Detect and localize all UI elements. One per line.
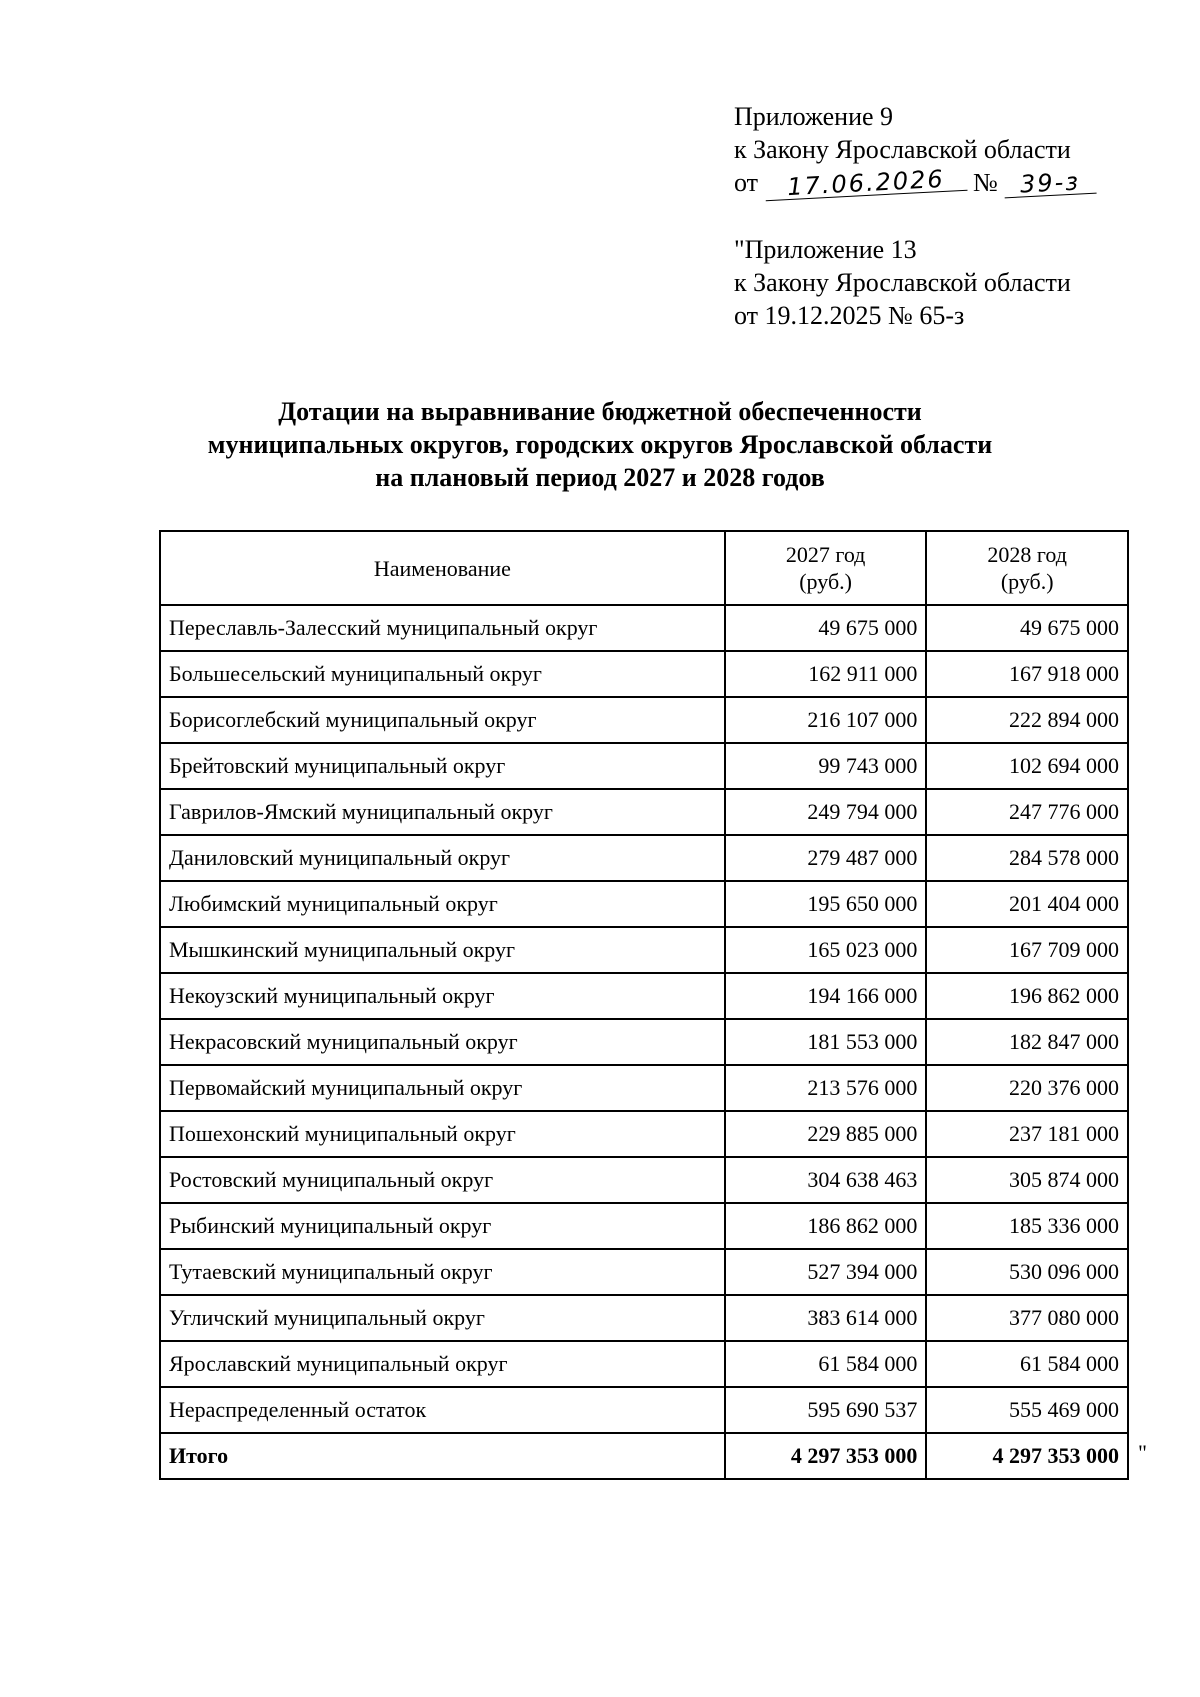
cell-2028: 201 404 000 xyxy=(926,881,1128,927)
cell-2027: 194 166 000 xyxy=(725,973,927,1019)
cell-name: Пошехонский муниципальный округ xyxy=(160,1111,725,1157)
cell-2027: 527 394 000 xyxy=(725,1249,927,1295)
cell-name: Брейтовский муниципальный округ xyxy=(160,743,725,789)
prior-annex-title: "Приложение 13 xyxy=(734,235,917,264)
cell-2028: 61 584 000 xyxy=(926,1341,1128,1387)
header-2027-unit: (руб.) xyxy=(799,569,852,594)
cell-2028: 247 776 000 xyxy=(926,789,1128,835)
cell-2028: 222 894 000 xyxy=(926,697,1128,743)
cell-2028: 377 080 000 xyxy=(926,1295,1128,1341)
cell-name: Мышкинский муниципальный округ xyxy=(160,927,725,973)
prior-annex-header xyxy=(734,233,1071,332)
table-row xyxy=(160,835,1128,881)
table-body xyxy=(160,605,1128,1479)
title-line-2: муниципальных округов, городских округов Ярославской области xyxy=(207,430,993,459)
total-row xyxy=(160,1433,1128,1479)
annex-title: Приложение 9 xyxy=(734,102,894,131)
cell-2027: 181 553 000 xyxy=(725,1019,927,1065)
cell-2027: 216 107 000 xyxy=(725,697,927,743)
title-line-3: на плановый период 2027 и 2028 годов xyxy=(375,463,825,492)
cell-name: Любимский муниципальный округ xyxy=(160,881,725,927)
cell-2027: 165 023 000 xyxy=(725,927,927,973)
cell-name: Нераспределенный остаток xyxy=(160,1387,725,1433)
table-row xyxy=(160,1065,1128,1111)
total-2027: 4 297 353 000 xyxy=(725,1433,927,1479)
cell-name: Угличский муниципальный округ xyxy=(160,1295,725,1341)
cell-name: Даниловский муниципальный округ xyxy=(160,835,725,881)
table-row xyxy=(160,1249,1128,1295)
table-header-row xyxy=(160,531,1128,605)
prior-annex-date: от 19.12.2025 № 65-з xyxy=(734,301,965,330)
cell-name: Переславль-Залесский муниципальный округ xyxy=(160,605,725,651)
date-prefix: от xyxy=(734,168,759,197)
title-line-1: Дотации на выравнивание бюджетной обеспеченности xyxy=(278,397,922,426)
cell-2027: 229 885 000 xyxy=(725,1111,927,1157)
table-row xyxy=(160,651,1128,697)
cell-name: Рыбинский муниципальный округ xyxy=(160,1203,725,1249)
handwritten-date: 17.06.2026 xyxy=(764,166,967,202)
cell-2027: 99 743 000 xyxy=(725,743,927,789)
header-2028-unit: (руб.) xyxy=(1000,569,1054,594)
cell-name: Ярославский муниципальный округ xyxy=(160,1341,725,1387)
cell-name: Некоузский муниципальный округ xyxy=(160,973,725,1019)
table-row xyxy=(160,1295,1128,1341)
total-name: Итого xyxy=(160,1433,725,1479)
cell-2028: 167 709 000 xyxy=(926,927,1128,973)
header-name: Наименование xyxy=(160,531,725,605)
cell-name: Первомайский муниципальный округ xyxy=(160,1065,725,1111)
cell-2028: 305 874 000 xyxy=(926,1157,1128,1203)
cell-name: Борисоглебский муниципальный округ xyxy=(160,697,725,743)
cell-2028: 167 918 000 xyxy=(926,651,1128,697)
closing-quote: " xyxy=(1138,1440,1147,1465)
cell-2028: 530 096 000 xyxy=(926,1249,1128,1295)
cell-2028: 284 578 000 xyxy=(926,835,1128,881)
table-row xyxy=(160,1341,1128,1387)
cell-2028: 102 694 000 xyxy=(926,743,1128,789)
number-sign: № xyxy=(973,168,998,197)
cell-2028: 49 675 000 xyxy=(926,605,1128,651)
cell-2027: 595 690 537 xyxy=(725,1387,927,1433)
total-2028: 4 297 353 000 xyxy=(926,1433,1128,1479)
cell-2027: 195 650 000 xyxy=(725,881,927,927)
header-2027-year: 2027 год xyxy=(785,542,866,567)
cell-2028: 182 847 000 xyxy=(926,1019,1128,1065)
table-row xyxy=(160,1387,1128,1433)
cell-2027: 162 911 000 xyxy=(725,651,927,697)
table-row xyxy=(160,697,1128,743)
table-row xyxy=(160,1203,1128,1249)
header-2028-year: 2028 год xyxy=(987,542,1067,567)
table-row xyxy=(160,1111,1128,1157)
table-row xyxy=(160,605,1128,651)
table-row xyxy=(160,1019,1128,1065)
table-row xyxy=(160,1157,1128,1203)
cell-2027: 61 584 000 xyxy=(725,1341,927,1387)
header-2028 xyxy=(926,531,1128,605)
table-row xyxy=(160,789,1128,835)
cell-2027: 249 794 000 xyxy=(725,789,927,835)
cell-2027: 213 576 000 xyxy=(725,1065,927,1111)
annex-date-line xyxy=(734,164,1096,202)
handwritten-number: 39-з xyxy=(1004,169,1097,199)
table-row xyxy=(160,973,1128,1019)
cell-2027: 304 638 463 xyxy=(725,1157,927,1203)
cell-2028: 555 469 000 xyxy=(926,1387,1128,1433)
table-row xyxy=(160,881,1128,927)
cell-2027: 49 675 000 xyxy=(725,605,927,651)
cell-2028: 196 862 000 xyxy=(926,973,1128,1019)
prior-annex-law: к Закону Ярославской области xyxy=(734,268,1071,297)
cell-2027: 279 487 000 xyxy=(725,835,927,881)
cell-name: Гаврилов-Ямский муниципальный округ xyxy=(160,789,725,835)
cell-name: Ростовский муниципальный округ xyxy=(160,1157,725,1203)
cell-2027: 186 862 000 xyxy=(725,1203,927,1249)
cell-2028: 185 336 000 xyxy=(926,1203,1128,1249)
cell-2028: 237 181 000 xyxy=(926,1111,1128,1157)
table-row xyxy=(160,743,1128,789)
annex-header xyxy=(734,100,1096,202)
table-row xyxy=(160,927,1128,973)
header-2027 xyxy=(725,531,927,605)
annex-law: к Закону Ярославской области xyxy=(734,135,1071,164)
cell-2028: 220 376 000 xyxy=(926,1065,1128,1111)
cell-2027: 383 614 000 xyxy=(725,1295,927,1341)
cell-name: Некрасовский муниципальный округ xyxy=(160,1019,725,1065)
document-title xyxy=(0,395,1200,494)
cell-name: Тутаевский муниципальный округ xyxy=(160,1249,725,1295)
subsidy-table xyxy=(159,530,1129,1480)
cell-name: Большесельский муниципальный округ xyxy=(160,651,725,697)
